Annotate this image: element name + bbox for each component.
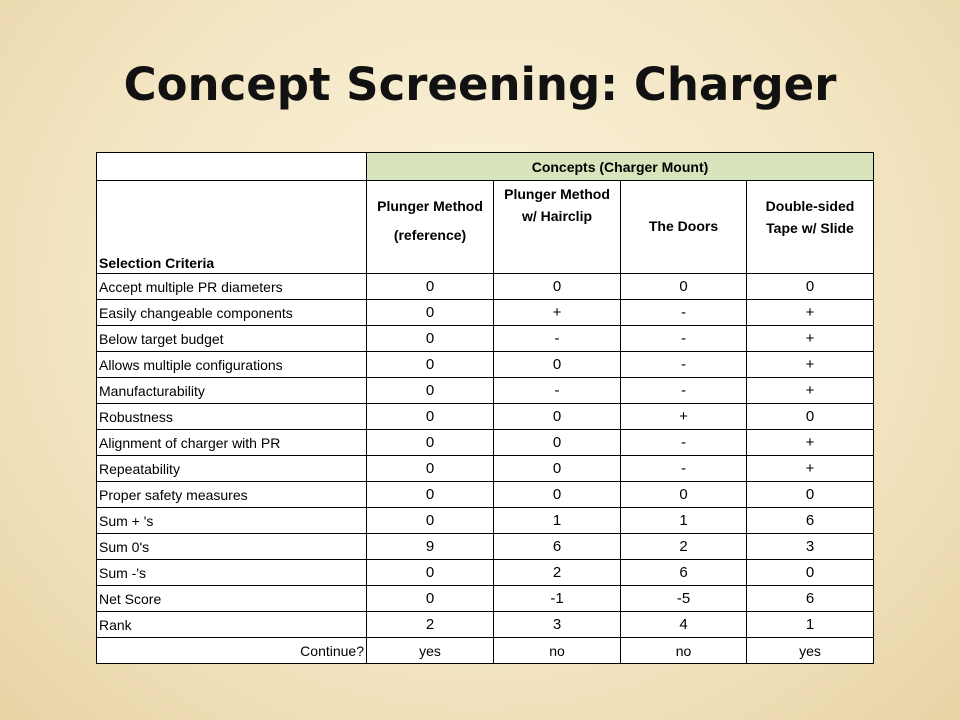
table-row [97,352,874,378]
score-cell: 0 [367,508,494,534]
table-row [97,274,874,300]
continue-value: no [621,638,747,664]
score-cell: 1 [494,508,621,534]
score-cell: 0 [367,586,494,612]
criterion-label: Robustness [97,404,367,430]
continue-label: Continue? [97,638,367,664]
score-cell: 6 [747,586,874,612]
score-cell: 3 [747,534,874,560]
reference-note: (reference) [393,227,467,243]
score-cell: 6 [747,508,874,534]
score-cell: 1 [621,508,747,534]
concepts-header: Concepts (Charger Mount) [367,153,874,181]
continue-value: yes [747,638,874,664]
concept-name: The Doors [648,218,719,234]
score-cell: 1 [747,612,874,638]
score-cell: 3 [494,612,621,638]
score-cell: + [494,300,621,326]
score-cell: + [747,378,874,404]
criterion-label: Accept multiple PR diameters [97,274,367,300]
score-cell: 0 [747,482,874,508]
score-cell: 0 [747,560,874,586]
criterion-label: Sum + 's [97,508,367,534]
table-row [97,378,874,404]
blank-corner-cell [97,153,367,181]
criterion-label: Allows multiple configurations [97,352,367,378]
score-cell: 0 [367,352,494,378]
concept-name: Double-sided Tape w/ Slide [765,198,855,236]
score-cell: 2 [367,612,494,638]
table-row [97,456,874,482]
criterion-label: Repeatability [97,456,367,482]
criterion-label: Manufacturability [97,378,367,404]
score-cell: 6 [494,534,621,560]
continue-value: no [494,638,621,664]
score-cell: + [747,430,874,456]
score-cell: - [621,430,747,456]
table-row [97,560,874,586]
score-cell: 0 [494,482,621,508]
score-cell: 0 [494,430,621,456]
concept-header-plunger-method [367,181,494,274]
score-cell: 0 [367,482,494,508]
score-cell: - [621,326,747,352]
table-row [97,300,874,326]
concept-name: Plunger Method w/ Hairclip [504,186,610,224]
score-cell: - [621,300,747,326]
score-cell: + [747,300,874,326]
concept-header-plunger-hairclip [494,181,621,274]
score-cell: -5 [621,586,747,612]
selection-criteria-header: Selection Criteria [97,181,367,274]
criterion-label: Net Score [97,586,367,612]
score-cell: + [747,352,874,378]
criterion-label: Rank [97,612,367,638]
score-cell: - [621,352,747,378]
concept-header-the-doors [621,181,747,274]
criterion-label: Sum -'s [97,560,367,586]
score-cell: 9 [367,534,494,560]
score-cell: 0 [367,274,494,300]
table-row [97,326,874,352]
table-row [97,508,874,534]
criterion-label: Alignment of charger with PR [97,430,367,456]
column-header-row [97,181,874,274]
score-cell: 0 [367,404,494,430]
continue-row [97,638,874,664]
table-row [97,430,874,456]
slide-title: Concept Screening: Charger [123,58,837,111]
score-cell: 4 [621,612,747,638]
score-cell: 0 [367,300,494,326]
criterion-label: Sum 0's [97,534,367,560]
score-cell: 0 [747,404,874,430]
score-cell: 0 [621,274,747,300]
concept-name: Plunger Method [377,198,483,214]
score-cell: 0 [621,482,747,508]
score-cell: 0 [494,456,621,482]
concept-screening-table [96,152,874,664]
continue-value: yes [367,638,494,664]
table-row [97,612,874,638]
score-cell: 0 [747,274,874,300]
table-row [97,586,874,612]
score-cell: 0 [494,274,621,300]
table-row [97,482,874,508]
score-cell: 2 [494,560,621,586]
score-cell: - [621,456,747,482]
score-cell: + [747,326,874,352]
score-cell: 0 [494,352,621,378]
score-cell: - [621,378,747,404]
score-cell: - [494,378,621,404]
score-cell: 0 [367,430,494,456]
score-cell: 2 [621,534,747,560]
score-cell: 0 [494,404,621,430]
score-cell: 0 [367,326,494,352]
criterion-label: Proper safety measures [97,482,367,508]
table-row [97,534,874,560]
score-cell: - [494,326,621,352]
concept-header-double-sided-tape [747,181,874,274]
criterion-label: Below target budget [97,326,367,352]
concepts-header-row [97,153,874,181]
score-cell: + [621,404,747,430]
score-cell: 6 [621,560,747,586]
score-cell: 0 [367,378,494,404]
score-cell: 0 [367,456,494,482]
criterion-label: Easily changeable components [97,300,367,326]
score-cell: + [747,456,874,482]
score-cell: 0 [367,560,494,586]
table-row [97,404,874,430]
score-cell: -1 [494,586,621,612]
